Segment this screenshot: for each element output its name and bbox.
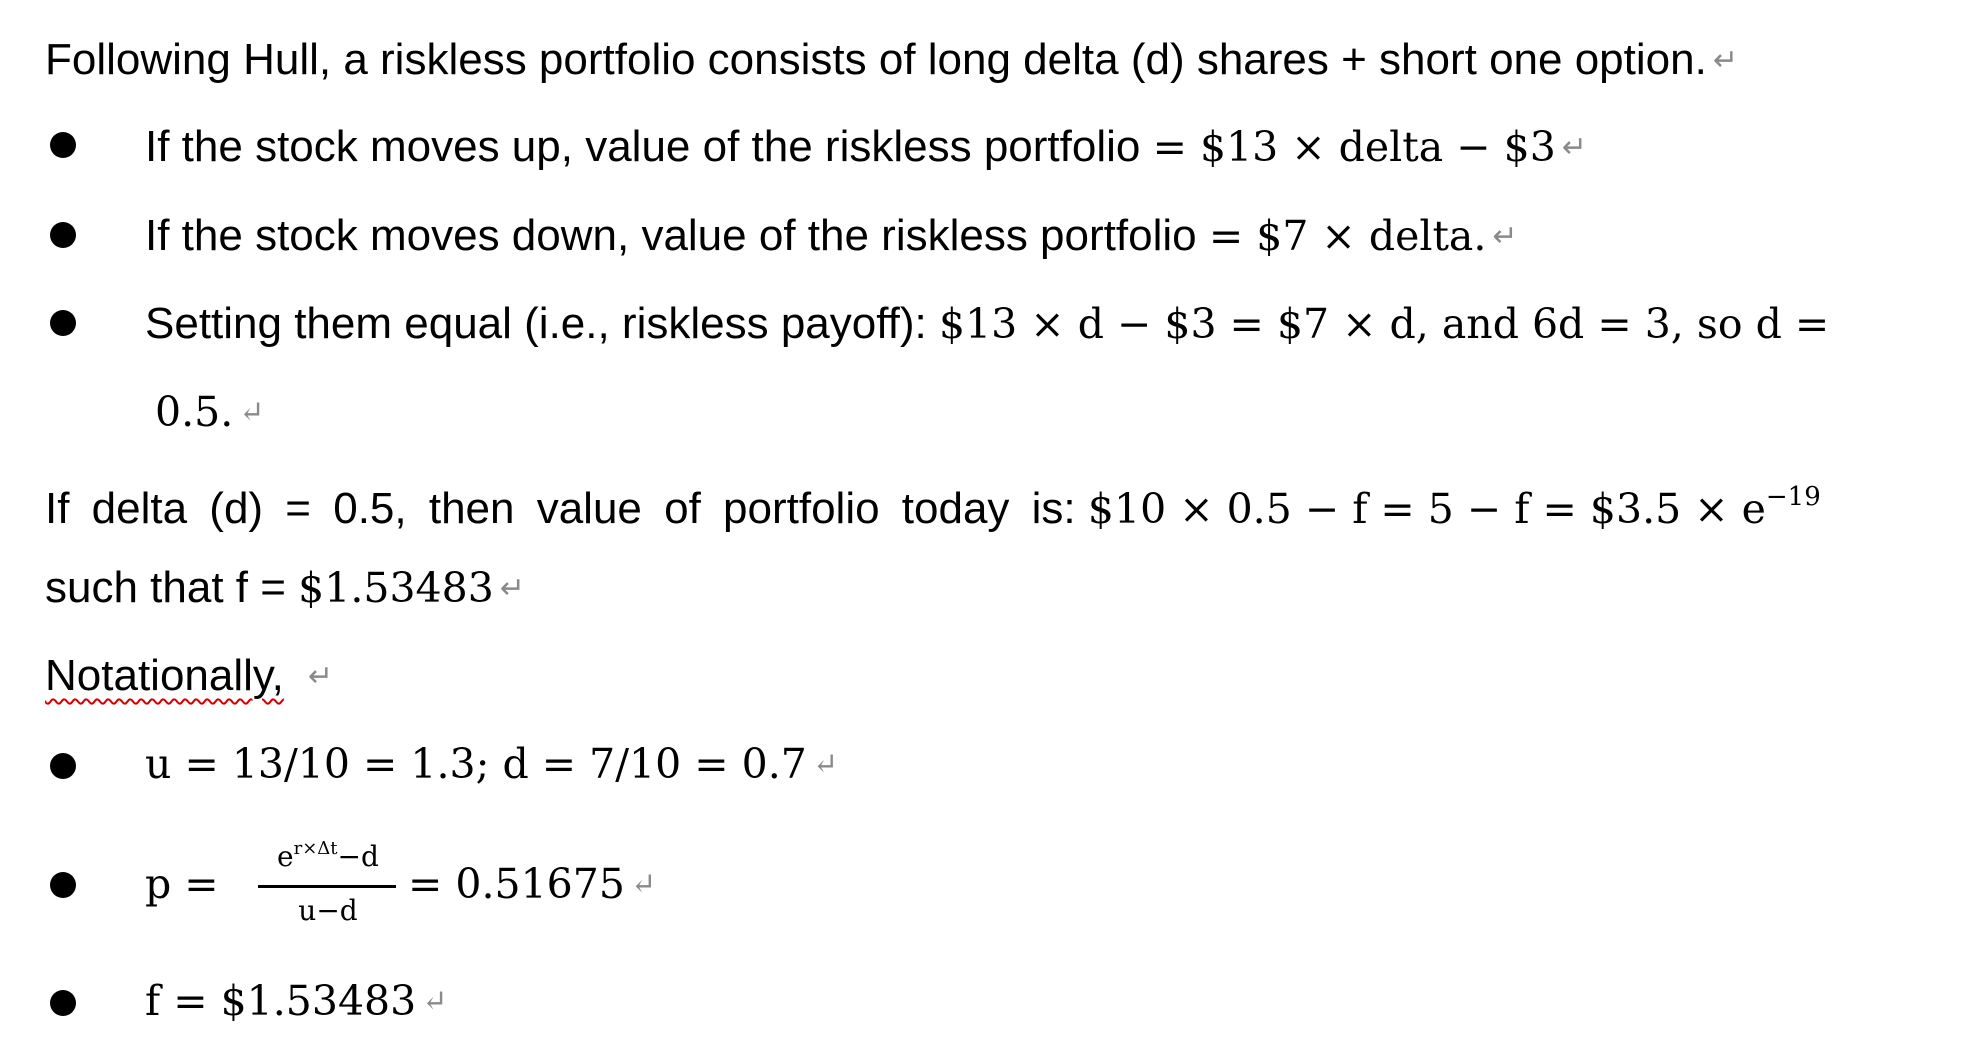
- paragraph-mark-icon: ↵: [1561, 131, 1587, 164]
- such-math: $1.53483: [298, 564, 494, 612]
- bullet-setting-equal: [145, 299, 1830, 348]
- bullet-f: [145, 977, 448, 1025]
- bullet-u-d: [145, 740, 838, 788]
- paragraph-mark-icon: ↵: [307, 660, 334, 693]
- p-num-rest: −d: [337, 840, 379, 873]
- bullet-math: = $13 × delta − $3: [1152, 123, 1556, 171]
- bullet-text: If the stock moves down, value of the riskless portfolio: [145, 211, 1197, 260]
- bullet-math: $13 × d − $3 = $7 × d, and 6d = 3, so d =: [939, 300, 1830, 348]
- bullet-icon: [50, 132, 76, 158]
- bullet-p-label: [145, 860, 219, 908]
- notationally-text: Notationally,: [45, 651, 284, 700]
- bullet-icon: [50, 753, 76, 779]
- bullet-icon: [50, 222, 76, 248]
- paragraph-mark-icon: ↵: [1712, 44, 1738, 77]
- p-result-math: = 0.51675: [408, 860, 625, 908]
- paragraph-mark-icon: ↵: [422, 984, 448, 1019]
- bullet-up-move: [145, 122, 1587, 171]
- paragraph-mark-icon: ↵: [812, 747, 838, 782]
- paragraph-mark-icon: ↵: [1492, 220, 1518, 253]
- value-text: If delta (d) = 0.5, then value of portfolio today is:: [45, 484, 1076, 533]
- notationally-heading: [45, 651, 334, 700]
- such-that-line: [45, 563, 525, 612]
- bullet-icon: [50, 872, 76, 898]
- intro-text: Following Hull, a riskless portfolio consists of long delta (d) shares + short one option.: [45, 35, 1707, 84]
- fraction-bar: [258, 885, 396, 888]
- bullet-math: = $7 × delta.: [1208, 212, 1487, 260]
- bullet-down-move: [145, 211, 1518, 260]
- p-num-sup: r×Δt: [293, 838, 338, 859]
- bullet-cont-text: 0.5.: [155, 388, 234, 436]
- intro-paragraph: [45, 35, 1738, 84]
- bullet-icon: [50, 310, 76, 336]
- value-math: $10 × 0.5 − f = 5 − f = $3.5 × e: [1087, 485, 1766, 533]
- p-result: [408, 860, 657, 908]
- p-label: p =: [145, 860, 219, 908]
- bullet-continuation: [155, 388, 265, 436]
- p-numerator: [258, 838, 398, 873]
- paragraph-mark-icon: ↵: [630, 867, 657, 902]
- bullet-text: If the stock moves up, value of the riskless portfolio: [145, 122, 1141, 171]
- bullet-icon: [50, 990, 76, 1016]
- such-text: such that f =: [45, 563, 299, 612]
- p-fraction: [258, 838, 398, 938]
- value-math-sup: −19: [1765, 482, 1821, 512]
- u-d-math: u = 13/10 = 1.3; d = 7/10 = 0.7: [145, 740, 807, 788]
- f-math: f = $1.53483: [145, 977, 417, 1025]
- bullet-text: Setting them equal (i.e., riskless payoff):: [145, 299, 927, 348]
- p-denominator: u−d: [298, 894, 358, 927]
- value-paragraph: [45, 484, 1821, 531]
- paragraph-mark-icon: ↵: [499, 572, 525, 605]
- p-num-base: e: [277, 840, 294, 873]
- paragraph-mark-icon: ↵: [239, 395, 265, 430]
